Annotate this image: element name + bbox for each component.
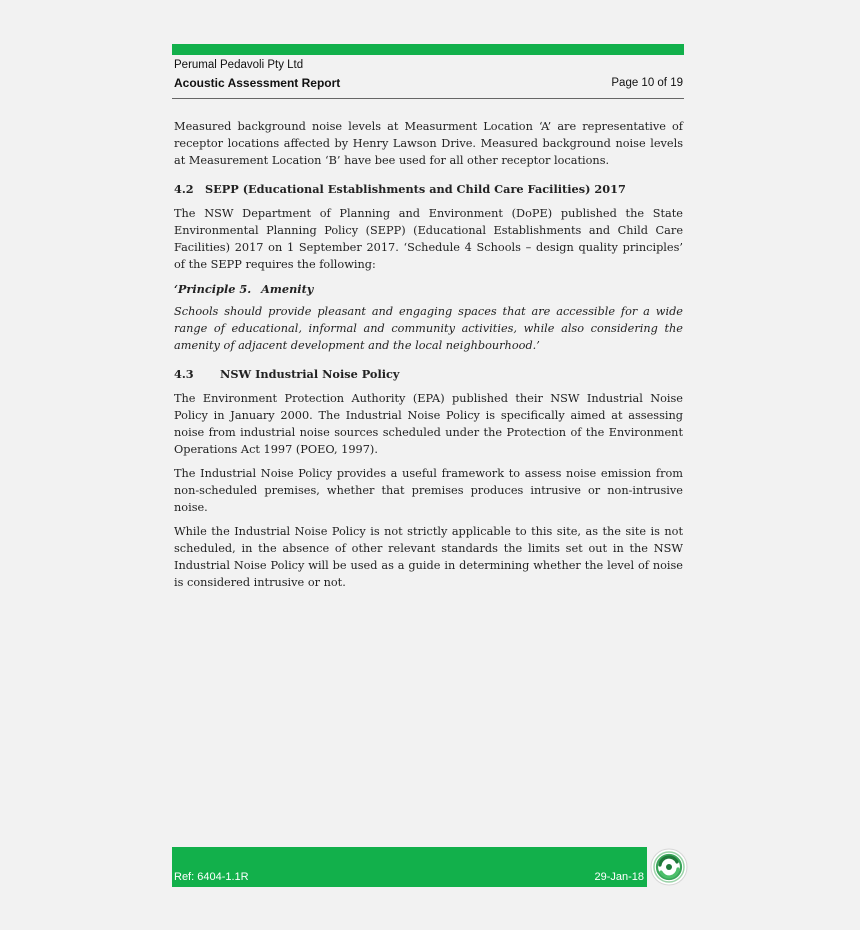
section-4-3-paragraph: The Industrial Noise Policy provides a useful framework to assess noise emission from non-scheduled premises, whether that premises produces intrusive or non-intrusive noise. (174, 467, 683, 514)
header-divider (172, 98, 684, 99)
document-body (174, 118, 683, 598)
section-4-3-paragraph: While the Industrial Noise Policy is not strictly applicable to this site, as the site is not scheduled, in the absence of other relevant standards the limits set out in the NSW Industrial Noise Policy will be used as a guide in determining whether the level of noise is considered intrusive or not. (174, 525, 683, 589)
section-4-3-paragraph: The Environment Protection Authority (EPA) published their NSW Industrial Noise Policy in January 2000. The Industrial Noise Policy is specifically aimed at assessing noise from industrial noise sources scheduled under the Protection of the Environment Operations Act 1997 (POEO, 1997). (174, 392, 683, 456)
company-logo-icon (650, 848, 688, 886)
principle-title: Amenity (261, 282, 314, 296)
section-4-2-heading (174, 181, 683, 198)
section-number: 4.2 (174, 182, 194, 196)
footer-date: 29-Jan-18 (594, 871, 644, 883)
footer-reference: Ref: 6404-1.1R (174, 871, 249, 883)
section-4-3-heading (174, 366, 683, 383)
section-number: 4.3 (174, 367, 194, 381)
intro-paragraph: Measured background noise levels at Measurment Location ‘A’ are representative of receptor locations affected by Henry Lawson Drive. Measured background noise levels at Measurement Location ‘B’ have bee used for all other receptor locations. (174, 120, 683, 167)
section-title: SEPP (Educational Establishments and Child Care Facilities) 2017 (205, 182, 626, 196)
principle-quote: Schools should provide pleasant and engaging spaces that are accessible for a wide range of educational, informal and community activities, while also considering the amenity of adjacent development and the local neighbourhood.’ (174, 305, 683, 352)
section-4-2-paragraph: The NSW Department of Planning and Environment (DoPE) published the State Environmental Planning Policy (SEPP) (Educational Establishments and Child Care Facilities) 2017 on 1 September 2017. ‘Schedule 4 Schools – design quality principles’ of the SEPP requires the following: (174, 207, 683, 271)
principle-heading (174, 281, 683, 298)
header-company: Perumal Pedavoli Pty Ltd (174, 59, 304, 71)
section-title: NSW Industrial Noise Policy (220, 367, 400, 381)
principle-number: ‘Principle 5. (174, 282, 252, 296)
header-green-bar (172, 44, 684, 55)
header-report-title: Acoustic Assessment Report (174, 76, 341, 90)
header-page-number: Page 10 of 19 (611, 77, 683, 89)
